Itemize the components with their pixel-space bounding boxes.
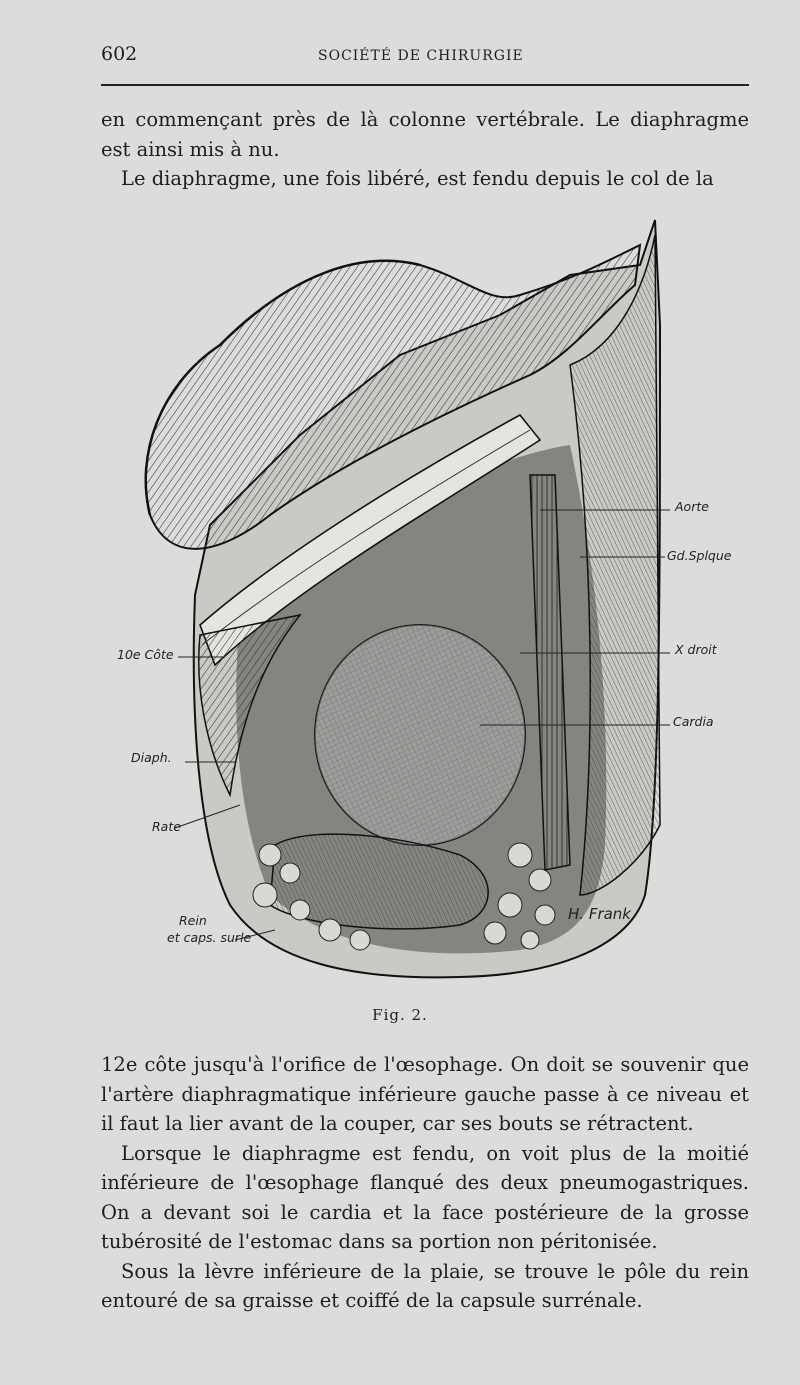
label-diaphragm: Diaph. xyxy=(131,750,172,765)
paragraph-esophagus: Lorsque le diaphragme est fendu, on voit plus de la moitié inférieure de l'œsophage flanqué des deux pneumogastriques. On a devant soi le cardia et la face postérieure de la grosse tubérosité de l'estomac dans sa portion non péritonisée. xyxy=(101,1141,749,1253)
header-rule xyxy=(101,84,749,86)
bottom-text-block xyxy=(101,1050,749,1316)
running-head: SOCIÉTÉ DE CHIRURGIE xyxy=(318,48,524,64)
top-text-block xyxy=(101,105,749,194)
paragraph-continuation: en commençant près de là colonne vertébrale. Le diaphragme est ainsi mis à nu. xyxy=(101,108,749,161)
figure-caption: Fig. 2. xyxy=(372,1006,428,1024)
page-number: 602 xyxy=(101,43,138,65)
paragraph-diaphragm-split: Le diaphragme, une fois libéré, est fendu depuis le col de la xyxy=(121,167,714,190)
label-capsule: et caps. surle xyxy=(167,930,252,945)
surgical-illustration xyxy=(100,205,760,995)
label-x-droit: X droit xyxy=(675,642,717,657)
artist-signature: H. Frank xyxy=(568,905,631,923)
label-rate: Rate xyxy=(152,819,181,834)
label-cardia: Cardia xyxy=(673,714,714,729)
paragraph-twelfth-rib: 12e côte jusqu'à l'orifice de l'œsophage. On doit se souvenir que l'artère diaphragmatique inférieure gauche passe à ce niveau et il faut la lier avant de la couper, car ses bouts se rétractent. xyxy=(101,1053,749,1135)
label-tenth-rib: 10e Côte xyxy=(117,647,174,662)
anatomical-figure xyxy=(100,205,760,995)
label-grand-splanchnique: Gd.Splque xyxy=(667,548,732,563)
paragraph-kidney: Sous la lèvre inférieure de la plaie, se trouve le pôle du rein entouré de sa graisse et coiffé de la capsule surrénale. xyxy=(101,1259,749,1312)
label-aorte: Aorte xyxy=(675,499,709,514)
label-rein: Rein xyxy=(179,913,207,928)
